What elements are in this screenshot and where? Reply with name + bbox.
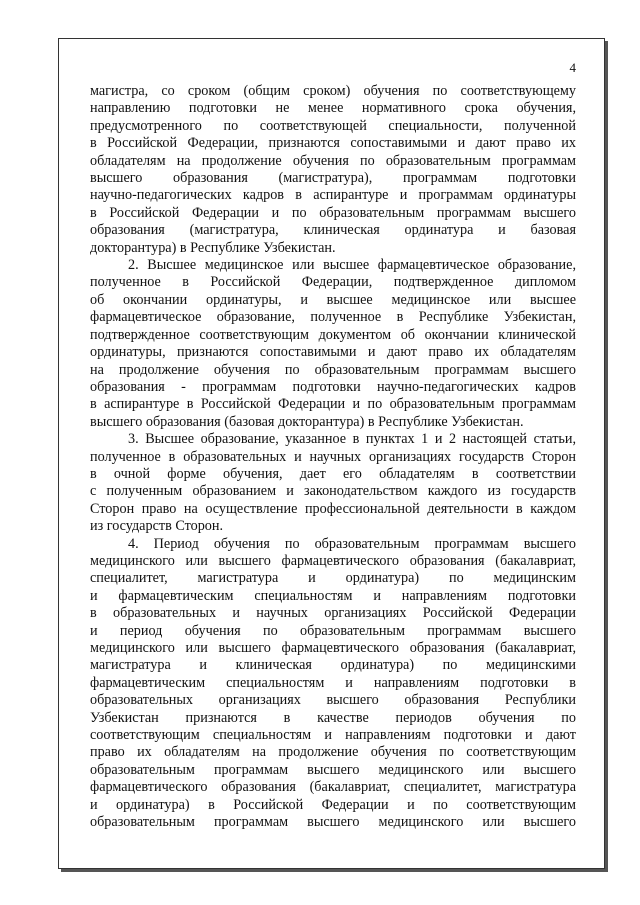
text-line: научно-педагогических кадров в аспирантуре и программам ординатуры xyxy=(90,187,576,204)
text-line: Узбекистан признаются в качестве периодов обучения по xyxy=(90,709,576,726)
text-line: магистратура и клиническая ординатура) по медицинскими xyxy=(90,657,576,674)
text-line: полученное в образовательных и научных организациях государств Сторон xyxy=(90,448,576,465)
text-line: направлению подготовки не менее нормативного срока обучения, xyxy=(90,100,576,117)
text-line: фармацевтическое образование, полученное в Республике Узбекистан, xyxy=(90,309,576,326)
paragraph xyxy=(90,536,576,832)
text-line: медицинского или высшего фармацевтического образования (бакалавриат, xyxy=(90,552,576,569)
document-body xyxy=(90,83,576,831)
text-line: предусмотренного по соответствующей специальности, полученной xyxy=(90,117,576,134)
text-line: фармацевтическим специальностям и направлениям подготовки в xyxy=(90,674,576,691)
text-line: в очной форме обучения, дает его обладателям в соответствии xyxy=(90,465,576,482)
text-line: докторантура) в Республике Узбекистан. xyxy=(90,239,336,256)
text-line: и ординатура) в Российской Федерации и по соответствующим xyxy=(90,796,576,813)
text-line: образовательных организациях высшего образования Республики xyxy=(90,692,576,709)
text-line: специалитет, магистратура и ординатура) по медицинским xyxy=(90,570,576,587)
text-line: в образовательных и научных организациях Российской Федерации xyxy=(90,605,576,622)
paragraph xyxy=(90,257,576,431)
text-line: обладателям на продолжение обучения по образовательным программам xyxy=(90,152,576,169)
text-line: образовательным программам высшего медицинского или высшего xyxy=(90,814,576,831)
text-line: образования - программам подготовки научно-педагогических кадров xyxy=(90,378,576,395)
text-line: Сторон право на осуществление профессиональной деятельности в каждом xyxy=(90,500,576,517)
text-line: и фармацевтическим специальностям и направлениям подготовки xyxy=(90,587,576,604)
text-line: и период обучения по образовательным программам высшего xyxy=(90,622,576,639)
text-line: в Российской Федерации, признаются сопоставимыми и дают право их xyxy=(90,135,576,152)
text-line: из государств Сторон. xyxy=(90,518,224,535)
text-line: на продолжение обучения по образовательным программам высшего xyxy=(90,361,576,378)
text-line: магистра, со сроком (общим сроком) обучения по соответствующему xyxy=(90,83,576,99)
text-line: 2. Высшее медицинское или высшее фармацевтическое образование, xyxy=(128,257,576,274)
text-line: фармацевтического образования (бакалавриат, специалитет, магистратура xyxy=(90,779,576,796)
text-line: в Российской Федерации и по образовательным программам высшего xyxy=(90,204,576,221)
paragraph xyxy=(90,431,576,535)
text-line: высшего образования (магистратура), программам подготовки xyxy=(90,170,576,187)
text-line: медицинского или высшего фармацевтического образования (бакалавриат, xyxy=(90,640,576,656)
text-line: право их обладателям на продолжение обучения по соответствующим xyxy=(90,744,576,761)
text-line: 4. Период обучения по образовательным программам высшего xyxy=(128,535,576,552)
page-number: 4 xyxy=(569,60,576,75)
text-line: подтвержденное соответствующим документом об окончании клинической xyxy=(90,326,576,343)
text-line: образовательным программам высшего медицинского или высшего xyxy=(90,761,576,778)
paragraph xyxy=(90,83,576,257)
text-line: 3. Высшее образование, указанное в пунктах 1 и 2 настоящей статьи, xyxy=(128,431,576,448)
page-frame xyxy=(58,38,605,869)
text-line: высшего образования (базовая докторантура) в Республике Узбекистан. xyxy=(90,413,524,430)
text-line: в аспирантуре в Российской Федерации и по образовательным программам xyxy=(90,396,576,413)
text-line: образования (магистратура, клиническая ординатура и базовая xyxy=(90,222,576,239)
text-line: об окончании ординатуры, и высшее медицинское или высшее xyxy=(90,291,576,308)
text-line: ординатуры, признаются сопоставимыми и дают право их обладателям xyxy=(90,344,576,361)
text-line: полученное в Российской Федерации, подтвержденное дипломом xyxy=(90,274,576,291)
text-line: соответствующим специальностям и направлениям подготовки и дают xyxy=(90,727,576,744)
text-line: с полученным образованием и законодательством каждого из государств xyxy=(90,483,576,500)
